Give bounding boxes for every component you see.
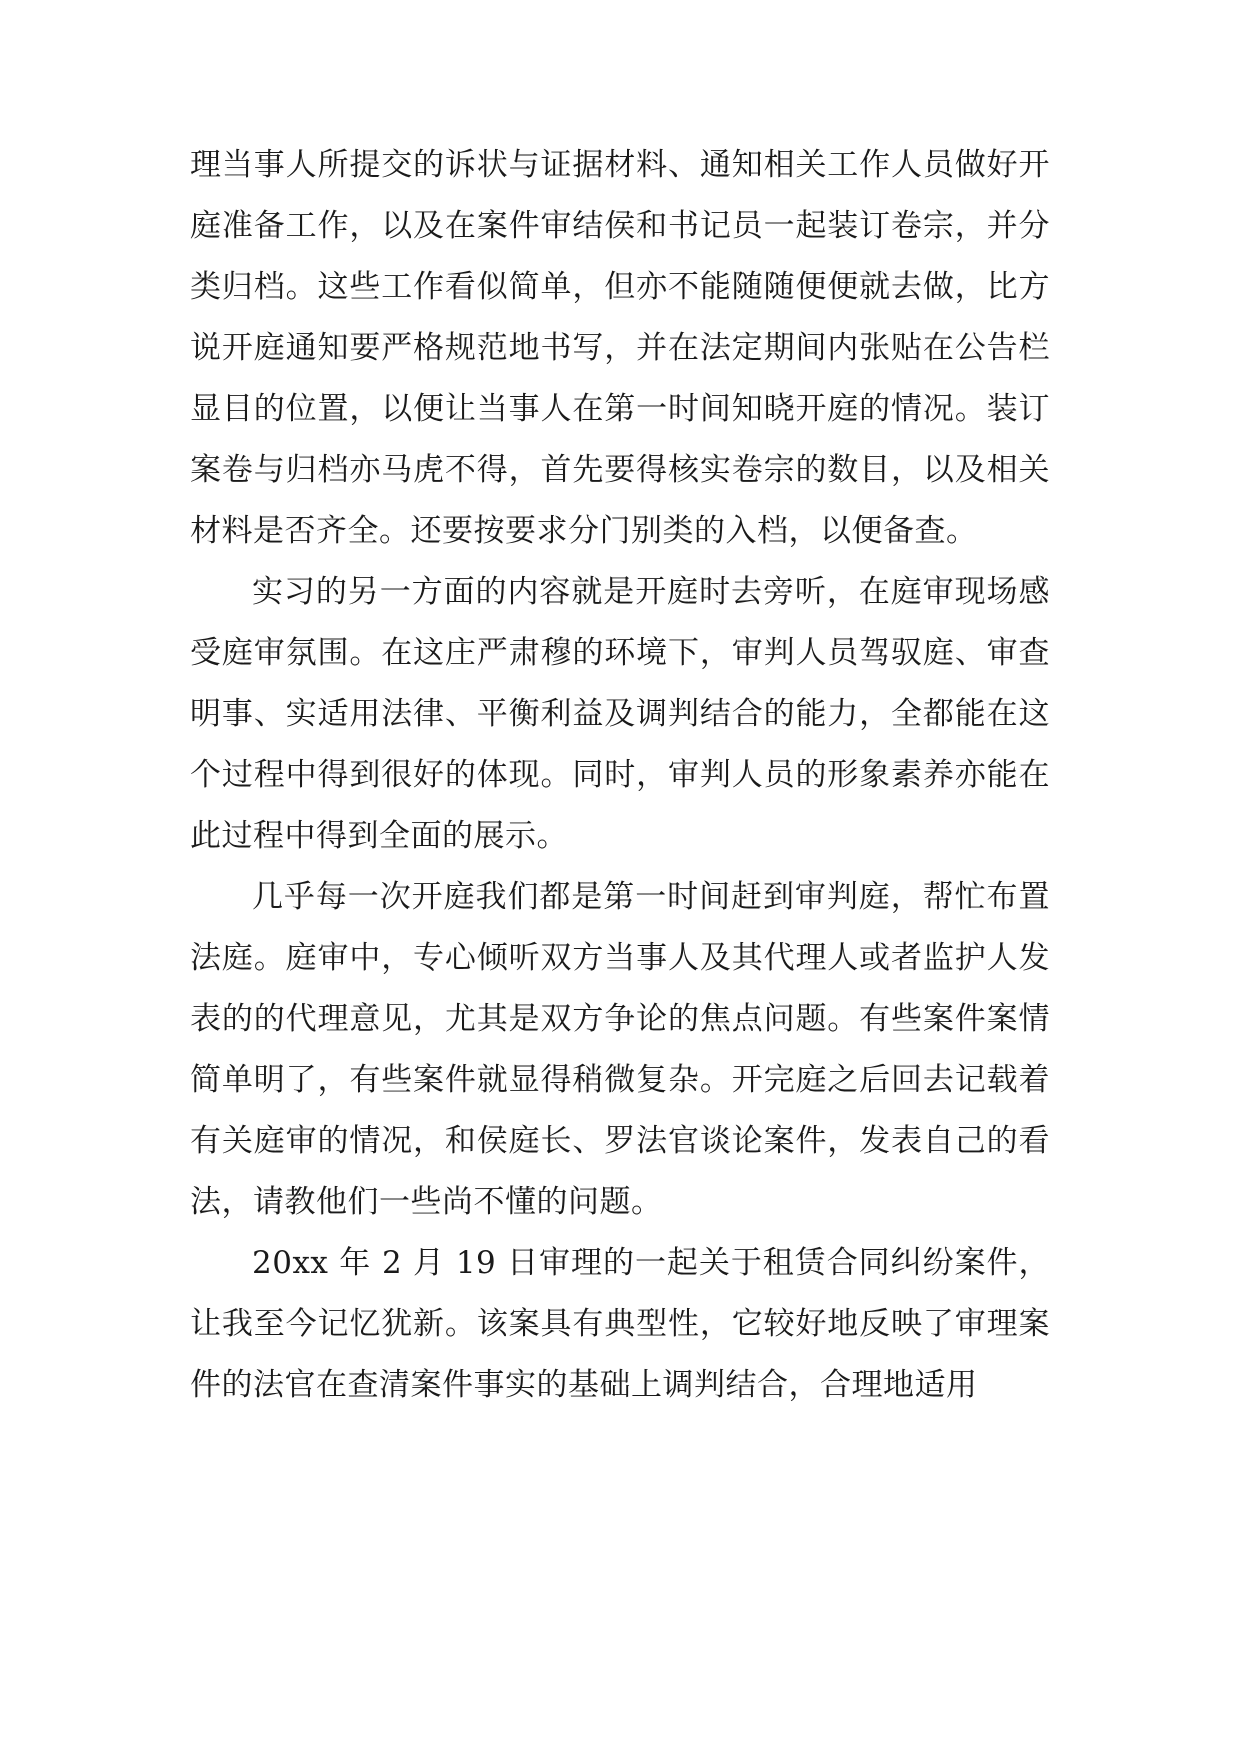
paragraph-2: 实习的另一方面的内容就是开庭时去旁听，在庭审现场感受庭审氛围。在这庄严肃穆的环境下，审判人员驾驭庭、审查明事、实适用法律、平衡利益及调判结合的能力，全都能在这个过程中得到很好的体现。同时，审判人员的形象素养亦能在此过程中得到全面的展示。: [190, 574, 1050, 854]
paragraph-3: 几乎每一次开庭我们都是第一时间赶到审判庭，帮忙布置法庭。庭审中，专心倾听双方当事人及其代理人或者监护人发表的的代理意见，尤其是双方争论的焦点问题。有些案件案情简单明了，有些案件就显得稍微复杂。开完庭之后回去记载着有关庭审的情况，和侯庭长、罗法官谈论案件，发表自己的看法，请教他们一些尚不懂的问题。: [190, 879, 1050, 1220]
document-body: [190, 135, 1050, 1416]
paragraph-4: 20xx 年 2 月 19 日审理的一起关于租赁合同纠纷案件，让我至今记忆犹新。该案具有典型性，它较好地反映了审理案件的法官在查清案件事实的基础上调判结合，合理地适用: [190, 1245, 1050, 1403]
paragraph-1: 理当事人所提交的诉状与证据材料、通知相关工作人员做好开庭准备工作，以及在案件审结侯和书记员一起装订卷宗，并分类归档。这些工作看似简单，但亦不能随随便便就去做，比方说开庭通知要严格规范地书写，并在法定期间内张贴在公告栏显目的位置，以便让当事人在第一时间知晓开庭的情况。装订案卷与归档亦马虎不得，首先要得核实卷宗的数目，以及相关材料是否齐全。还要按要求分门别类的入档，以便备查。: [190, 147, 1050, 549]
